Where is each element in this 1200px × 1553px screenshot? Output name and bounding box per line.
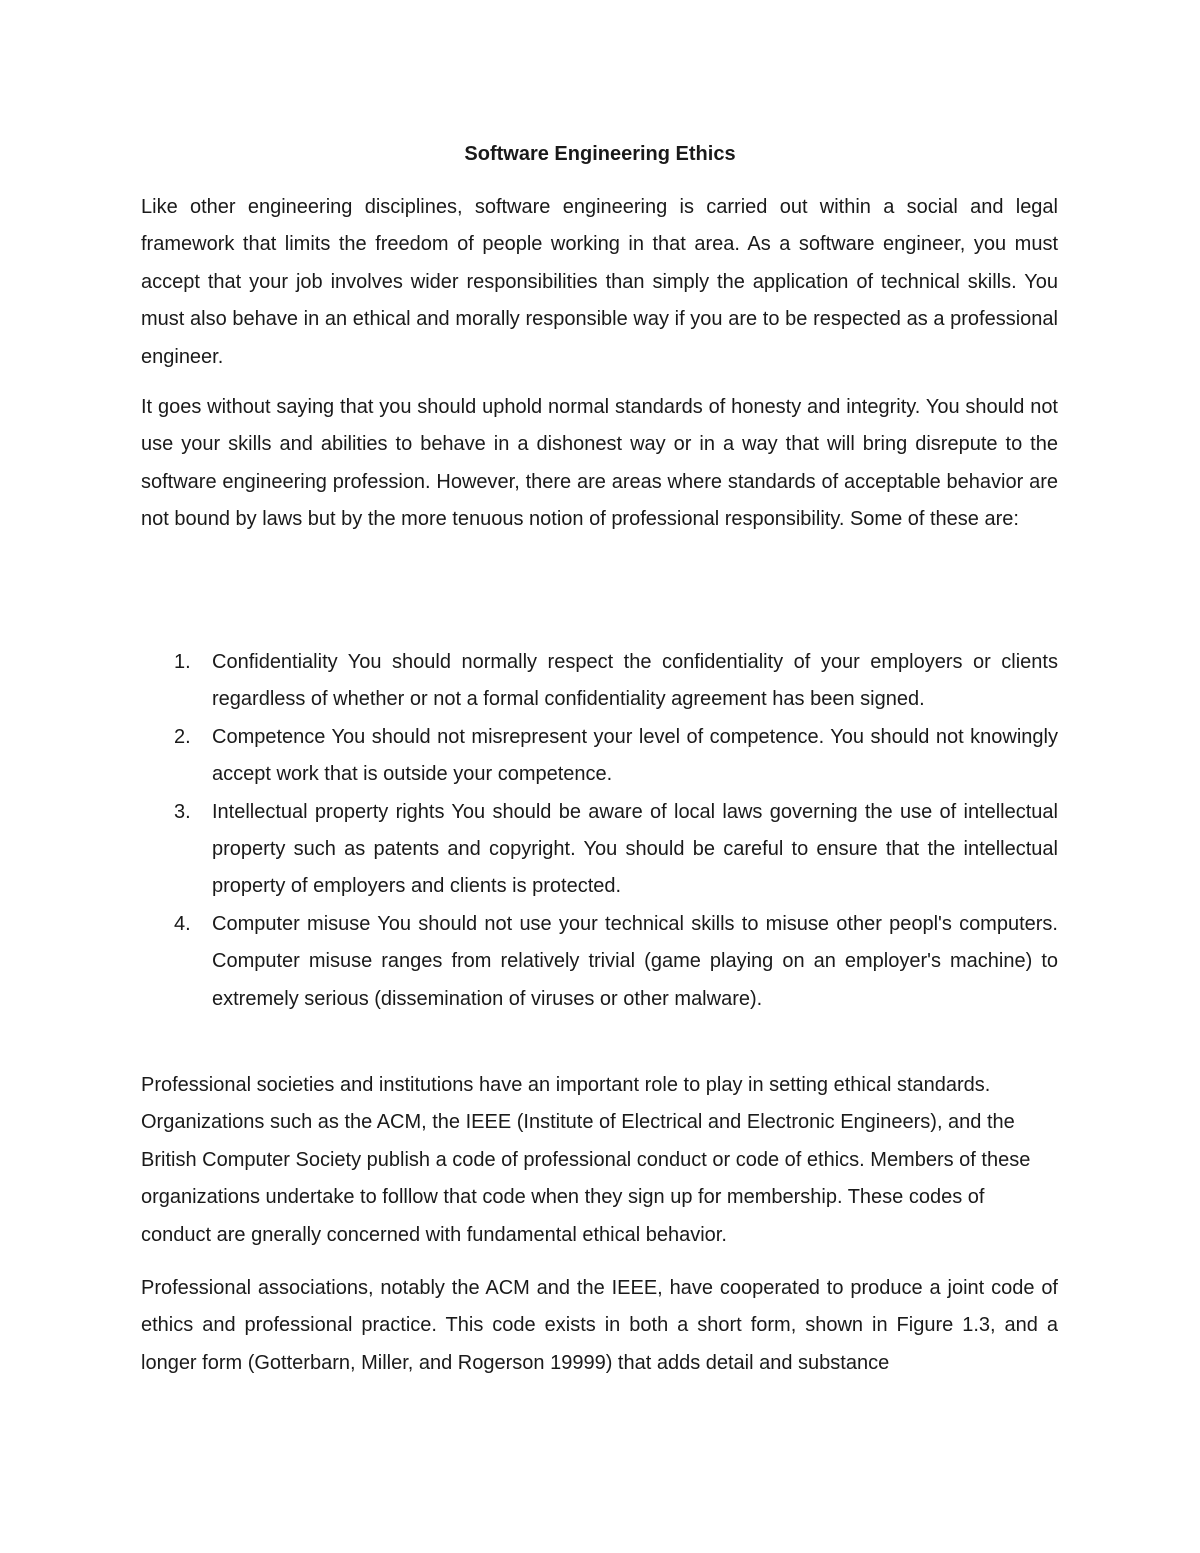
responsibilities-list	[141, 644, 1058, 1018]
list-item-number: 1.	[174, 651, 191, 673]
list-item-number: 3.	[174, 800, 191, 823]
list-item-number: 4.	[174, 912, 191, 935]
list-item-number: 2.	[174, 725, 191, 748]
list-item-text: Intellectual property rights You should be aware of local laws governing the use of intellectual property such as patents and copyright. You should be careful to ensure that the intellectual property of employers and clients is protected.	[212, 800, 1058, 898]
paragraph-associations: Professional associations, notably the ACM and the IEEE, have cooperated to produce a joint code of ethics and professional practice. This code exists in both a short form, shown in Figure 1.3, and a longer form (Gotterbarn, Miller, and Rogerson 19999) that adds detail and substance	[141, 1277, 1058, 1374]
paragraph-societies: Professional societies and institutions have an important role to play in setting ethical standards. Organizations such as the ACM, the IEEE (Institute of Electrical and Electronic Engineers), and the British Computer Society publish a code of professional conduct or code of ethics. Members of these organizations undertake to folllow that code when they sign up for membership. These codes of conduct are gnerally concerned with fundamental ethical behavior.	[141, 1074, 1031, 1246]
list-item	[141, 644, 1058, 719]
list-item-text: Competence You should not misrepresent your level of competence. You should not knowingly accept work that is outside your competence.	[212, 725, 1058, 786]
document-title: Software Engineering Ethics	[464, 143, 736, 165]
list-item-text: Computer misuse You should not use your technical skills to misuse other peopl's computers. Computer misuse ranges from relatively trivial (game playing on an employer's machine) to extremely serious (dissemination of viruses or other malware).	[212, 912, 1058, 1010]
list-item	[141, 794, 1058, 906]
paragraph-intro: Like other engineering disciplines, software engineering is carried out within a social and legal framework that limits the freedom of people working in that area. As a software engineer, you must accept that your job involves wider responsibilities than simply the application of technical skills. You must also behave in an ethical and morally responsible way if you are to be respected as a professional engineer.	[141, 196, 1058, 368]
list-item	[141, 719, 1058, 794]
paragraph-honesty: It goes without saying that you should uphold normal standards of honesty and integrity. You should not use your skills and abilities to behave in a dishonest way or in a way that will bring disrepute to the software engineering profession. However, there are areas where standards of acceptable behavior are not bound by laws but by the more tenuous notion of professional responsibility. Some of these are:	[141, 396, 1058, 531]
list-item-text: Confidentiality You should normally respect the confidentiality of your employers or clients regardless of whether or not a formal confidentiality agreement has been signed.	[212, 651, 1058, 711]
list-item	[141, 906, 1058, 1018]
